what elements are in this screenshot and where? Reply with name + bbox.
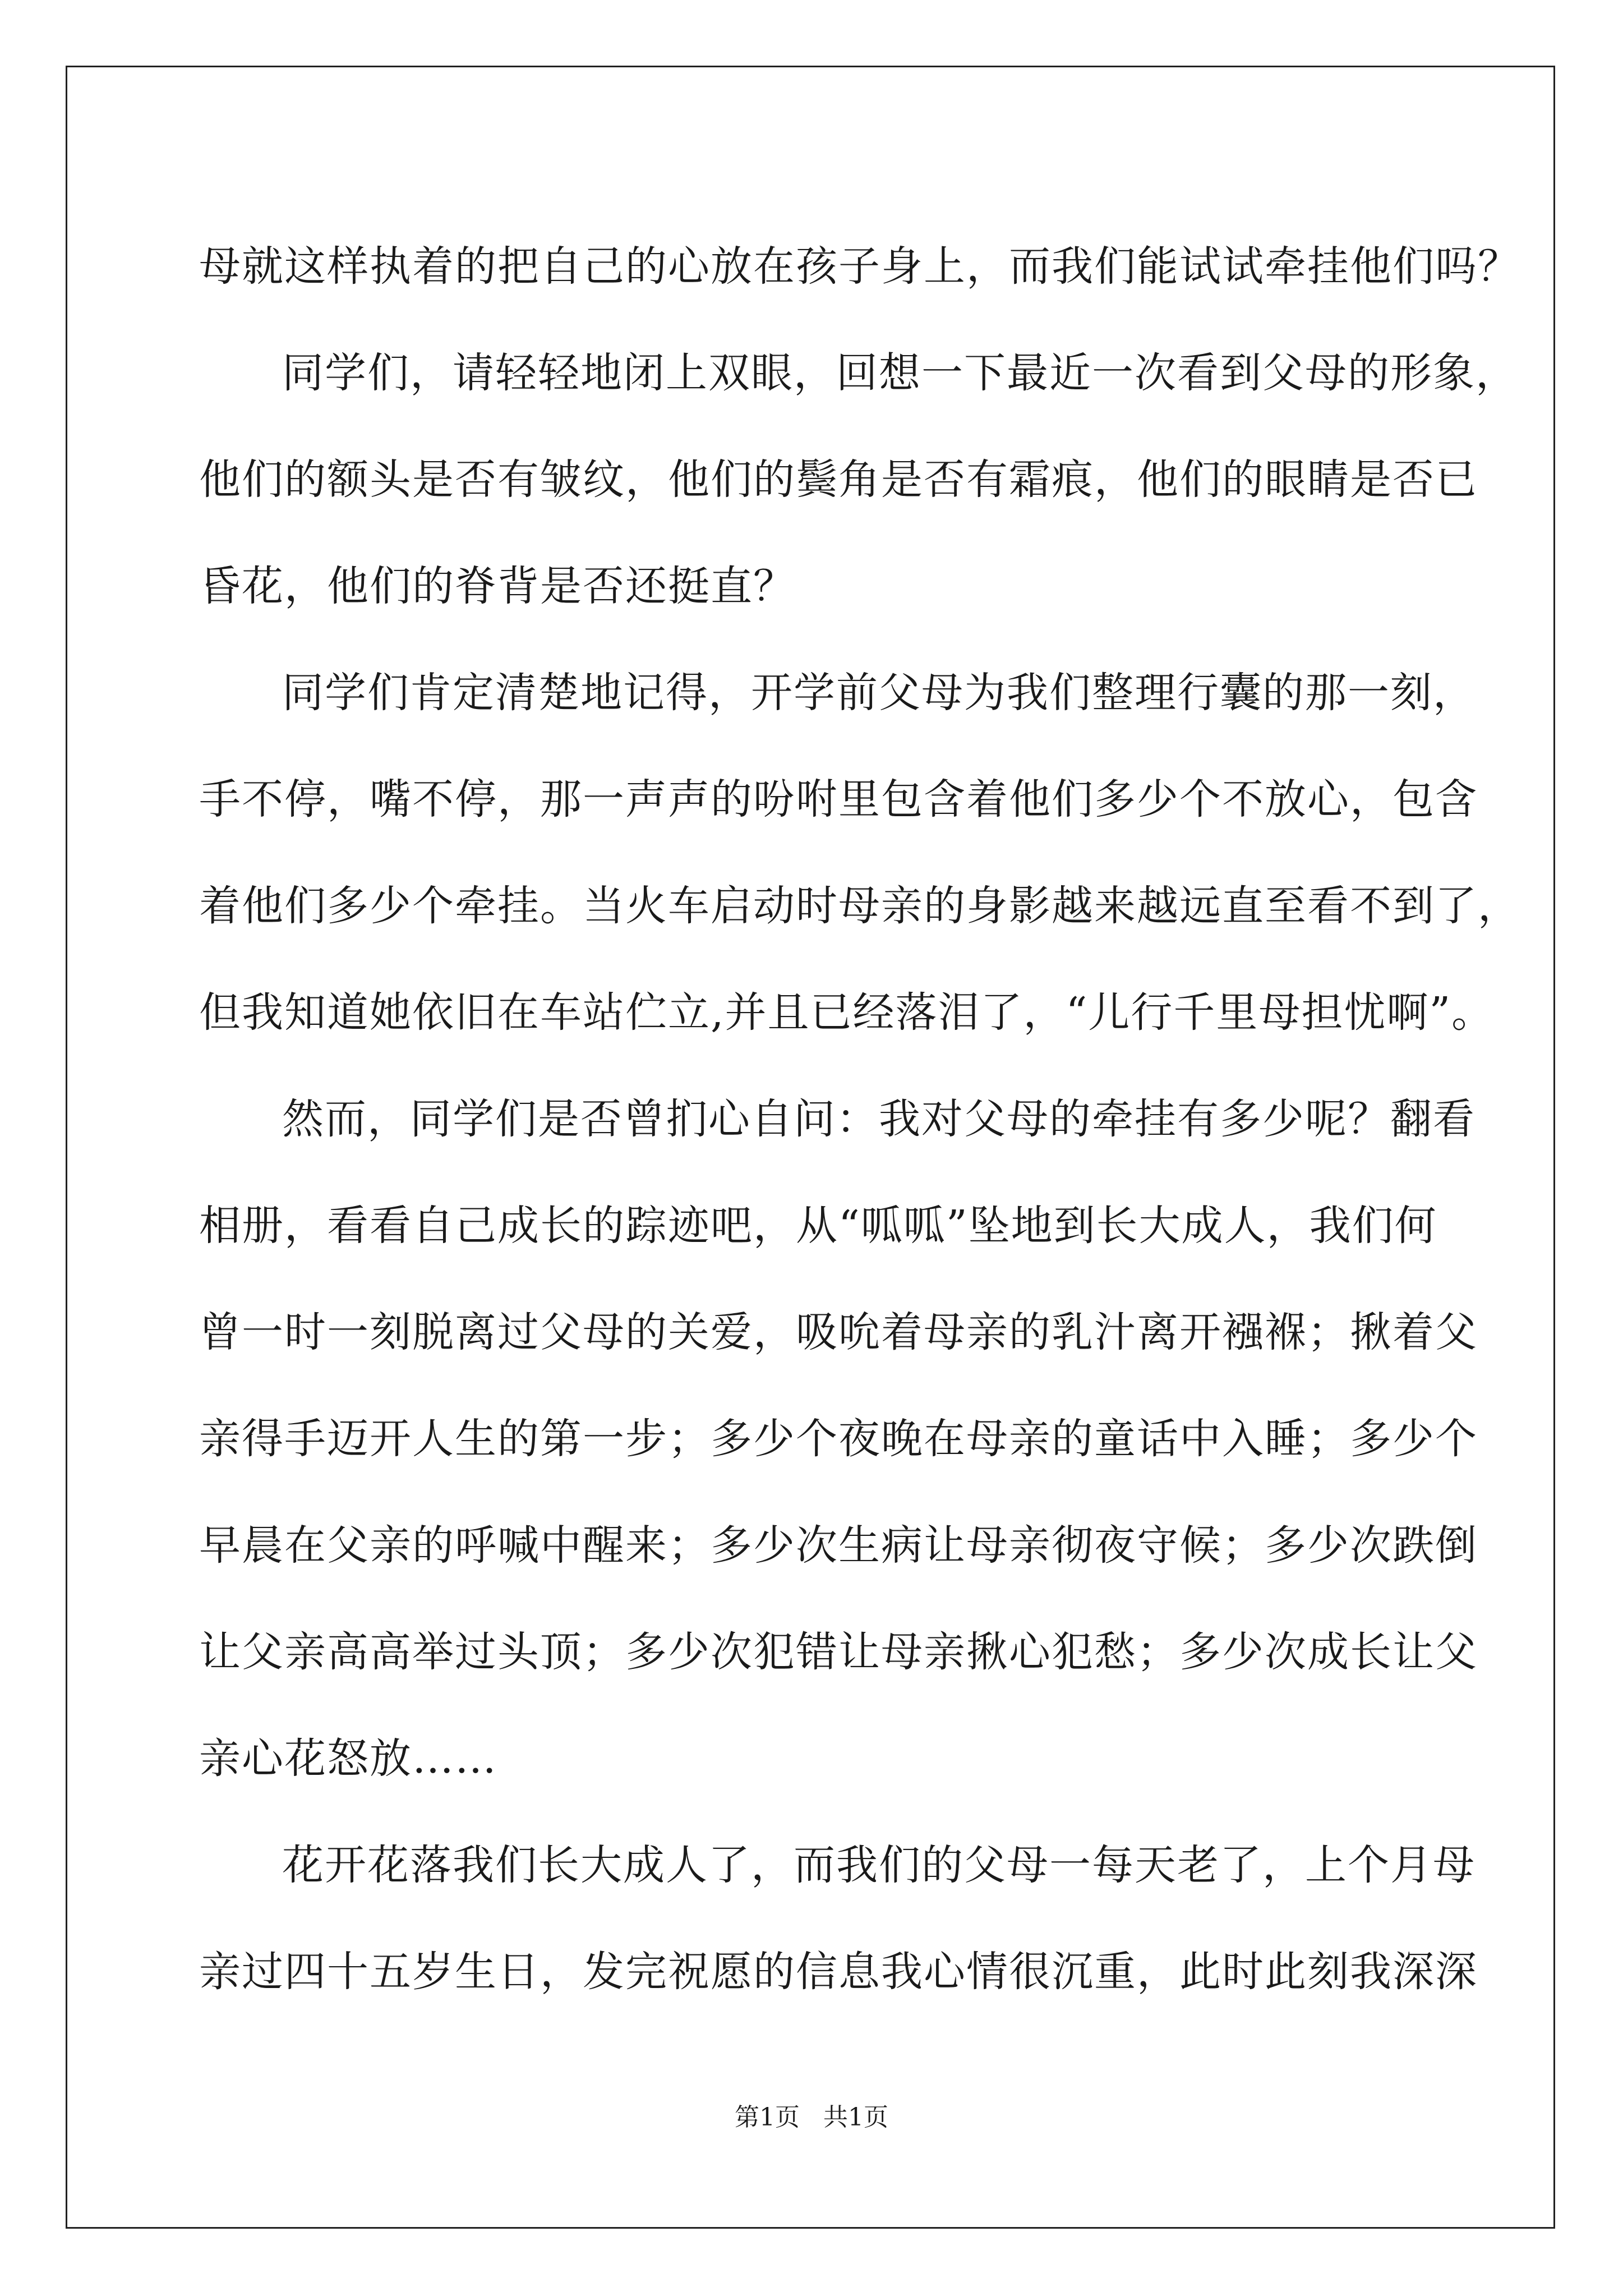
text-line: 手不停，嘴不停，那一声声的吩咐里包含着他们多少个不放心，包含 [199,775,1478,823]
text-line: 曾一时一刻脱离过父母的关爱，吸吮着母亲的乳汁离开襁褓；揪着父 [199,1308,1478,1356]
body-text [199,213,1520,2025]
text-line: 他们的额头是否有皱纹，他们的鬓角是否有霜痕，他们的眼睛是否已 [199,455,1478,504]
text-line: 让父亲高高举过头顶；多少次犯错让母亲揪心犯愁；多少次成长让父 [199,1628,1478,1676]
paragraph-start-line: 同学们，请轻轻地闭上双眼，回想一下最近一次看到父母的形象， [282,349,1518,397]
text-line: 亲过四十五岁生日，发完祝愿的信息我心情很沉重，此时此刻我深深 [199,1948,1478,1996]
paragraph-start-line: 然而，同学们是否曾扪心自问：我对父母的牵挂有多少呢？翻看 [282,1095,1476,1143]
text-line: 母就这样执着的把自己的心放在孩子身上，而我们能试试牵挂他们吗？ [199,242,1520,291]
text-line: 昏花，他们的脊背是否还挺直？ [199,562,796,610]
text-line: 着他们多少个牵挂。当火车启动时母亲的身影越来越远直至看不到了， [199,882,1520,930]
paragraph-start-line: 花开花落我们长大成人了，而我们的父母一每天老了，上个月母 [282,1841,1476,1889]
page-number-footer: 第1页 共1页 [735,2103,888,2132]
paragraph-start-line: 同学们肯定清楚地记得，开学前父母为我们整理行囊的那一刻， [282,669,1476,717]
text-line: 亲得手迈开人生的第一步；多少个夜晚在母亲的童话中入睡；多少个 [199,1415,1478,1463]
text-line: 相册，看看自己成长的踪迹吧，从“呱呱”坠地到长大成人，我们何 [199,1202,1437,1250]
text-line: 早晨在父亲的呼喊中醒来；多少次生病让母亲彻夜守候；多少次跌倒 [199,1521,1478,1570]
text-line: 亲心花怒放…… [199,1734,497,1783]
text-line: 但我知道她依旧在车站伫立,并且已经落泪了，“儿行千里母担忧啊”。 [199,988,1495,1037]
